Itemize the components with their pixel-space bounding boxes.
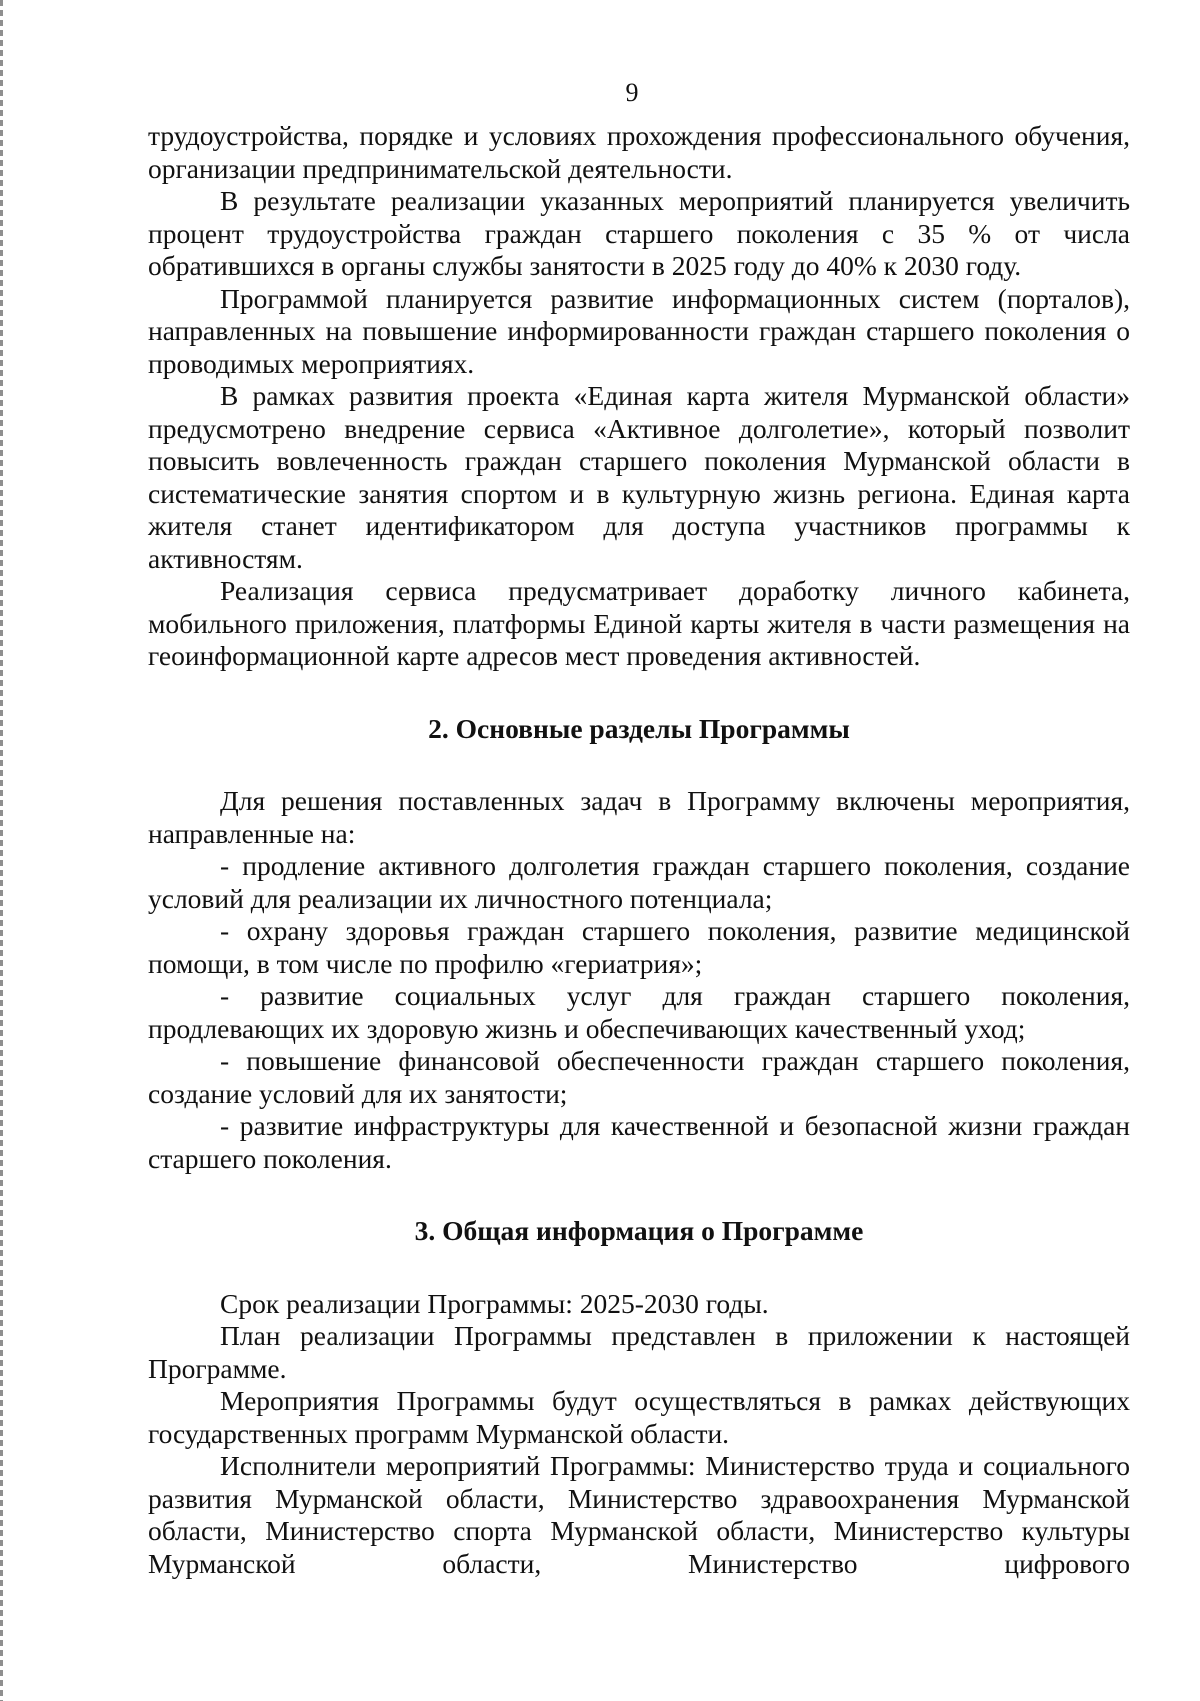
- section-2-body: [148, 785, 1130, 1175]
- paragraph: Реализация сервиса предусматривает доработку личного кабинета, мобильного приложения, платформы Единой карты жителя в части размещения на геоинформационной карте адресов мест проведения активностей.: [148, 575, 1130, 671]
- section-3-body: [148, 1288, 1130, 1581]
- paragraph: Срок реализации Программы: 2025-2030 годы.: [220, 1287, 769, 1319]
- paragraph: План реализации Программы представлен в приложении к настоящей Программе.: [148, 1320, 1130, 1384]
- paragraph: Для решения поставленных задач в Программу включены мероприятия, направленные на:: [148, 785, 1130, 849]
- list-item: - продление активного долголетия граждан старшего поколения, создание условий для реализации их личностного потенциала;: [148, 850, 1130, 914]
- scan-binding-edge: [0, 0, 3, 1701]
- list-item: - развитие социальных услуг для граждан старшего поколения, продлевающих их здоровую жизнь и обеспечивающих качественный уход;: [148, 980, 1130, 1044]
- list-item: - повышение финансовой обеспеченности граждан старшего поколения, создание условий для их занятости;: [148, 1045, 1130, 1109]
- paragraph: В рамках развития проекта «Единая карта жителя Мурманской области» предусмотрено внедрение сервиса «Активное долголетие», который позволит повысить вовлеченность граждан старшего поколения Мурманской области в систематические занятия спортом и в культурную жизнь региона. Единая карта жителя станет идентификатором для доступа участников программы к активностям.: [148, 380, 1130, 574]
- intro-section: [148, 120, 1130, 673]
- section-3-heading: 3. Общая информация о Программе: [414, 1215, 864, 1246]
- paragraph: В результате реализации указанных мероприятий планируется увеличить процент трудоустройства граждан старшего поколения с 35 % от числа обратившихся в органы службы занятости в 2025 году до 40% к 2030 году.: [148, 185, 1130, 281]
- paragraph: Исполнители мероприятий Программы: Министерство труда и социального развития Мурманской области, Министерство здравоохранения Мурманской области, Министерство спорта Мурманской области, Министерство культуры Мурманской области, Министерство цифрового: [148, 1450, 1130, 1579]
- document-body: [148, 120, 1130, 1580]
- section-2-heading: 2. Основные разделы Программы: [428, 712, 850, 744]
- page-number: 9: [625, 78, 639, 107]
- paragraph: Программой планируется развитие информационных систем (порталов), направленных на повышение информированности граждан старшего поколения о проводимых мероприятиях.: [148, 282, 1130, 379]
- list-item: - развитие инфраструктуры для качественной и безопасной жизни граждан старшего поколения.: [148, 1110, 1130, 1174]
- paragraph: Мероприятия Программы будут осуществляться в рамках действующих государственных программ Мурманской области.: [148, 1385, 1130, 1449]
- paragraph: трудоустройства, порядке и условиях прохождения профессионального обучения, организации предпринимательской деятельности.: [148, 120, 1130, 184]
- list-item: - охрану здоровья граждан старшего поколения, развитие медицинской помощи, в том числе по профилю «гериатрия»;: [148, 915, 1130, 979]
